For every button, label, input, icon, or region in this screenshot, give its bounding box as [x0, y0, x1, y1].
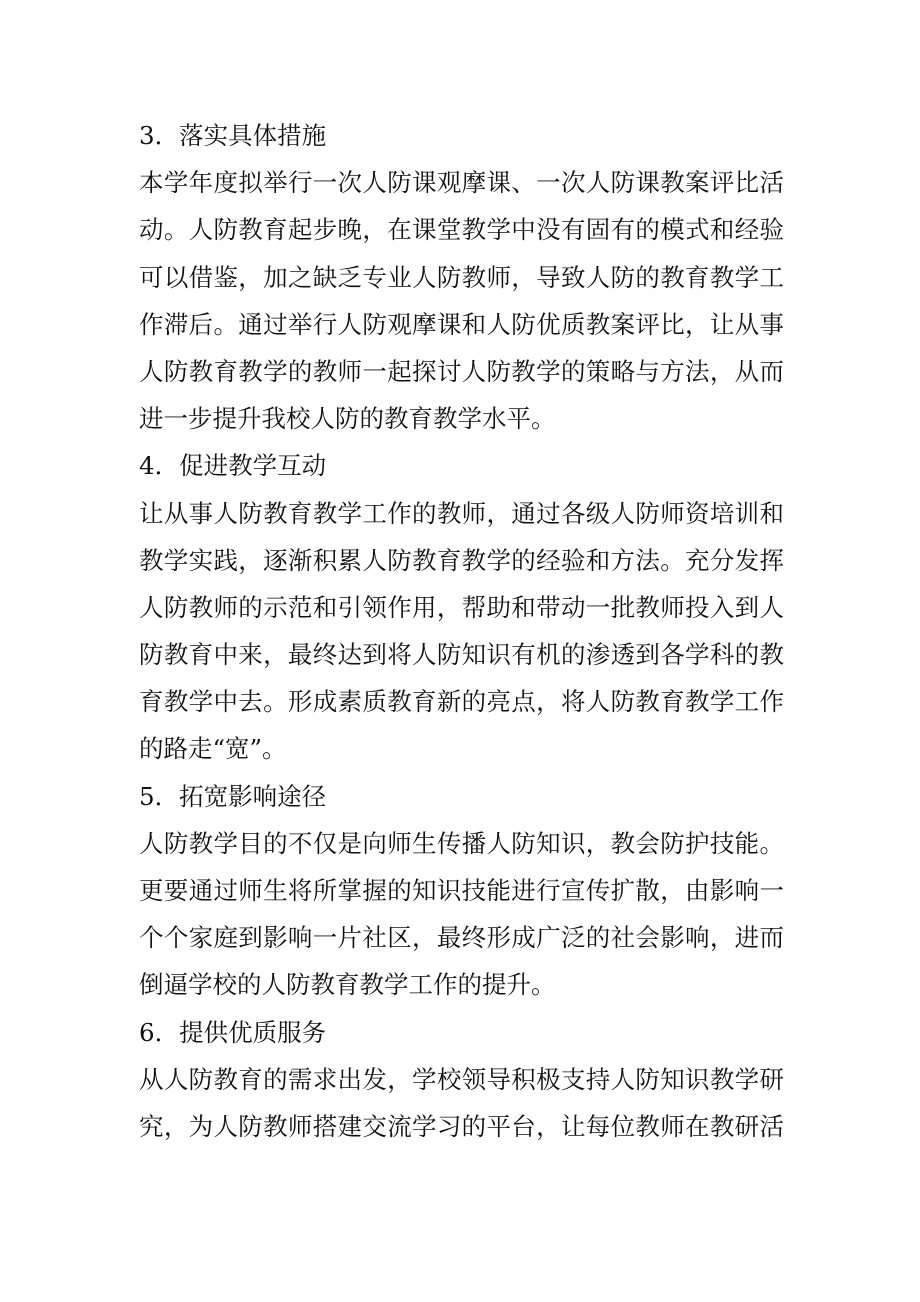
- paragraph-line: 动。人防教育起步晚，在课堂教学中没有固有的模式和经验: [139, 215, 784, 245]
- paragraph-line: 人防教育教学的教师一起探讨人防教学的策略与方法，从而: [139, 356, 784, 386]
- paragraph-line: 人防教师的示范和引领作用，帮助和带动一批教师投入到人: [139, 592, 784, 622]
- paragraph-line: 的路走“宽”。: [139, 734, 287, 764]
- section-heading-4: 4．促进教学互动: [139, 451, 327, 481]
- section-heading-5: 5．拓宽影响途径: [139, 781, 327, 811]
- paragraph-line: 可以借鉴，加之缺乏专业人防教师，导致人防的教育教学工: [139, 262, 784, 292]
- paragraph-line: 本学年度拟举行一次人防课观摩课、一次人防课教案评比活: [139, 168, 784, 198]
- document-body: [139, 112, 784, 1150]
- paragraph-line: 更要通过师生将所掌握的知识技能进行宣传扩散，由影响一: [139, 876, 784, 905]
- section-heading-6: 6．提供优质服务: [139, 1017, 327, 1047]
- paragraph-line: 让从事人防教育教学工作的教师，通过各级人防师资培训和: [139, 498, 784, 528]
- paragraph-line: 从人防教育的需求出发，学校领导积极支持人防知识教学研: [139, 1064, 784, 1094]
- paragraph-line: 个个家庭到影响一片社区，最终形成广泛的社会影响，进而: [139, 923, 784, 953]
- paragraph-line: 防教育中来，最终达到将人防知识有机的渗透到各学科的教: [139, 640, 784, 670]
- paragraph-line: 育教学中去。形成素质教育新的亮点，将人防教育教学工作: [139, 687, 784, 717]
- paragraph-line: 进一步提升我校人防的教育教学水平。: [139, 404, 556, 434]
- paragraph-line: 人防教学目的不仅是向师生传播人防知识，教会防护技能。: [139, 828, 784, 858]
- paragraph-line: 教学实践，逐渐积累人防教育教学的经验和方法。充分发挥: [139, 545, 784, 575]
- paragraph-line: 作滞后。通过举行人防观摩课和人防优质教案评比，让从事: [139, 309, 784, 339]
- paragraph-line: 究，为人防教师搭建交流学习的平台，让每位教师在教研活: [139, 1111, 784, 1141]
- paragraph-line: 倒逼学校的人防教育教学工作的提升。: [139, 970, 556, 1000]
- section-heading-3: 3．落实具体措施: [139, 121, 327, 150]
